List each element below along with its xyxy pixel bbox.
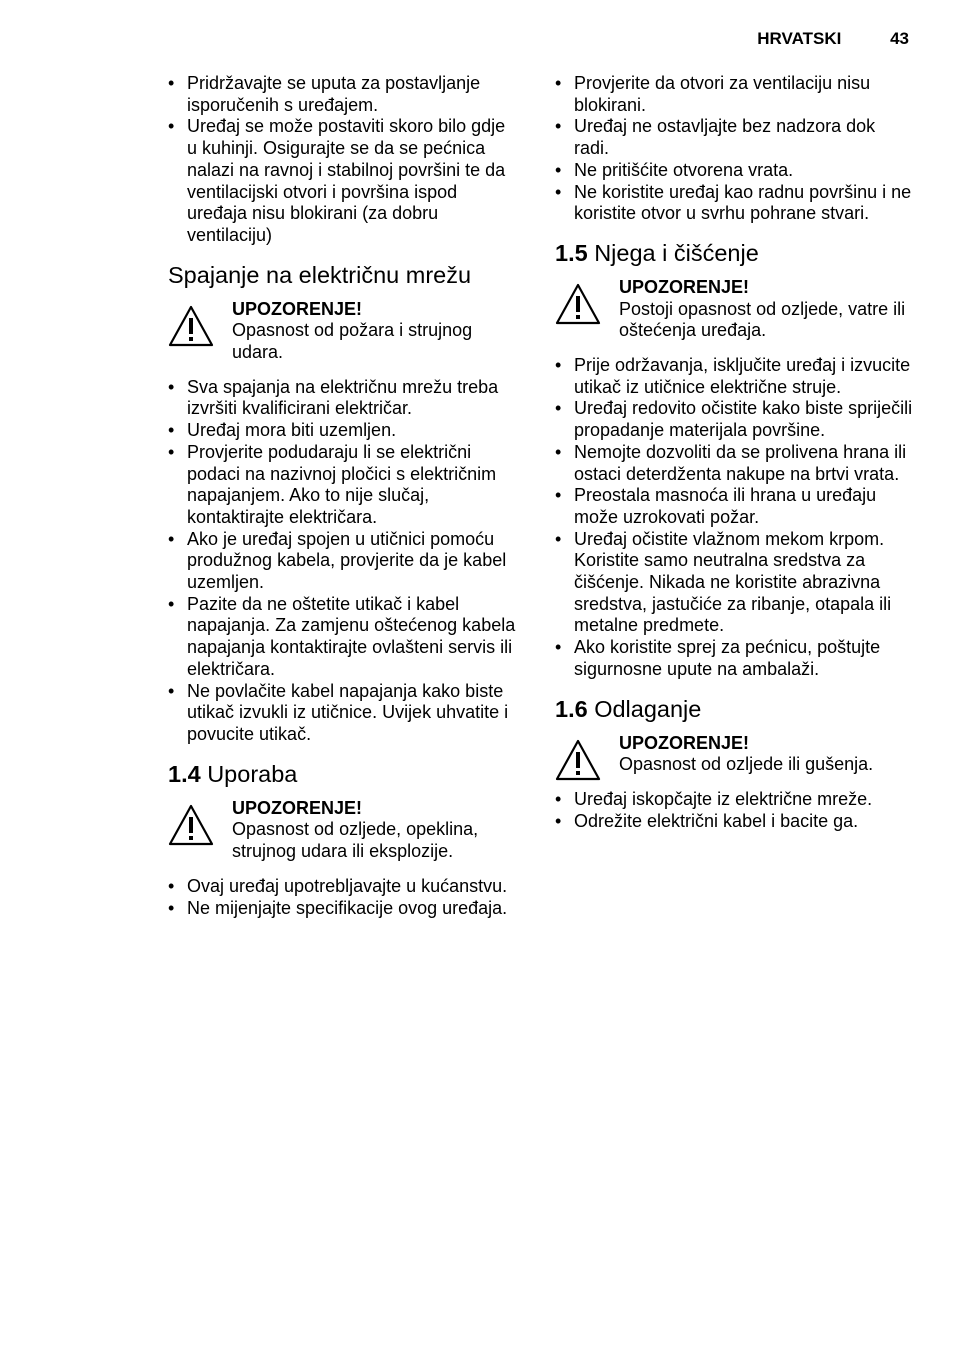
warning-text: Opasnost od ozljede, opeklina, strujnog udara ili eksplozije. <box>232 819 479 862</box>
list-item: • Uređaj redovito očistite kako biste spriječili propadanje materijala površine. <box>555 398 915 441</box>
disposal-list <box>555 789 915 832</box>
list-item: • Provjerite da otvori za ventilaciju nisu blokirani. <box>555 73 915 116</box>
warning-block <box>168 798 518 863</box>
warning-block <box>555 733 915 776</box>
right-column <box>555 73 915 832</box>
left-column <box>168 73 518 919</box>
list-item: • Sva spajanja na električnu mrežu treba izvršiti kvalificirani električar. <box>168 377 518 420</box>
warning-text: Opasnost od požara i strujnog udara. <box>232 320 473 363</box>
intro-list-left <box>168 73 518 247</box>
warning-block <box>555 277 915 342</box>
warning-title: UPOZORENJE! <box>232 298 363 319</box>
section-number: 1.6 <box>555 695 588 722</box>
section-title: Odlaganje <box>594 695 702 722</box>
list-item: • Ovaj uređaj upotrebljavajte u kućanstvu. <box>168 876 518 898</box>
list-item: • Ako koristite sprej za pećnicu, poštujte sigurnosne upute na ambalaži. <box>555 637 915 680</box>
section-heading-use <box>168 760 518 788</box>
electric-list <box>168 377 518 746</box>
list-item: • Uređaj očistite vlažnom mekom krpom. Koristite samo neutralna sredstva za čišćenje. Nikada ne koristite abrazivna sredstva, jastučiće za ribanje, otapala ili metalne predmete. <box>555 529 915 638</box>
warning-title: UPOZORENJE! <box>232 797 363 818</box>
warning-triangle-icon <box>555 283 601 325</box>
warning-triangle-icon <box>168 804 214 846</box>
list-item: • Ako je uređaj spojen u utičnici pomoću produžnog kabela, provjerite da je kabel uzemljen. <box>168 529 518 594</box>
list-item: • Ne povlačite kabel napajanja kako biste utikač izvukli iz utičnice. Uvijek uhvatite i povucite utikač. <box>168 681 518 746</box>
section-title: Njega i čišćenje <box>594 239 759 266</box>
section-number: 1.5 <box>555 239 588 266</box>
list-item: • Pazite da ne oštetite utikač i kabel napajanja. Za zamjenu oštećenog kabela napajanja kontaktirajte ovlašteni servis ili električara. <box>168 594 518 681</box>
section-title: Uporaba <box>207 760 298 787</box>
warning-title: UPOZORENJE! <box>619 732 750 753</box>
section-title: Spajanje na električnu mrežu <box>168 261 472 288</box>
care-list <box>555 355 915 681</box>
list-item: • Odrežite električni kabel i bacite ga. <box>555 811 915 833</box>
list-item: • Ne mijenjajte specifikacije ovog uređaja. <box>168 898 518 920</box>
list-item: • Prije održavanja, isključite uređaj i izvucite utikač iz utičnice električne struje. <box>555 355 915 398</box>
warning-block <box>168 299 518 364</box>
list-item: • Ne pritišćite otvorena vrata. <box>555 160 915 182</box>
section-number: 1.4 <box>168 760 201 787</box>
list-item: • Preostala masnoća ili hrana u uređaju može uzrokovati požar. <box>555 485 915 528</box>
page-header <box>757 28 909 50</box>
list-item: • Uređaj se može postaviti skoro bilo gdje u kuhinji. Osigurajte se da se pećnica nalazi na ravnoj i stabilnoj površini te da ventilacijski otvori i površina ispod uređaja nisu blokirani (za dobru ventilaciju) <box>168 116 518 246</box>
warning-title: UPOZORENJE! <box>619 276 750 297</box>
list-item: • Nemojte dozvoliti da se prolivena hrana ili ostaci deterdženta nakupe na brtvi vrata. <box>555 442 915 485</box>
warning-text: Opasnost od ozljede ili gušenja. <box>619 754 874 775</box>
warning-triangle-icon <box>555 739 601 781</box>
list-item: • Uređaj mora biti uzemljen. <box>168 420 518 442</box>
section-heading-electric <box>168 261 518 289</box>
list-item: • Uređaj ne ostavljajte bez nadzora dok radi. <box>555 116 915 159</box>
intro-list-right <box>555 73 915 225</box>
list-item: • Ne koristite uređaj kao radnu površinu i ne koristite otvor u svrhu pohrane stvari. <box>555 182 915 225</box>
use-list <box>168 876 518 919</box>
section-heading-disposal <box>555 695 915 723</box>
list-item: • Uređaj iskopčajte iz električne mreže. <box>555 789 915 811</box>
warning-text: Postoji opasnost od ozljede, vatre ili oštećenja uređaja. <box>619 298 906 341</box>
page-number: 43 <box>890 29 909 48</box>
language-label: HRVATSKI <box>757 29 842 48</box>
section-heading-care <box>555 239 915 267</box>
list-item: • Pridržavajte se uputa za postavljanje isporučenih s uređajem. <box>168 73 518 116</box>
list-item: • Provjerite podudaraju li se električni podaci na nazivnoj pločici s električnim napajanjem. Ako to nije slučaj, kontaktirajte električara. <box>168 442 518 529</box>
warning-triangle-icon <box>168 305 214 347</box>
